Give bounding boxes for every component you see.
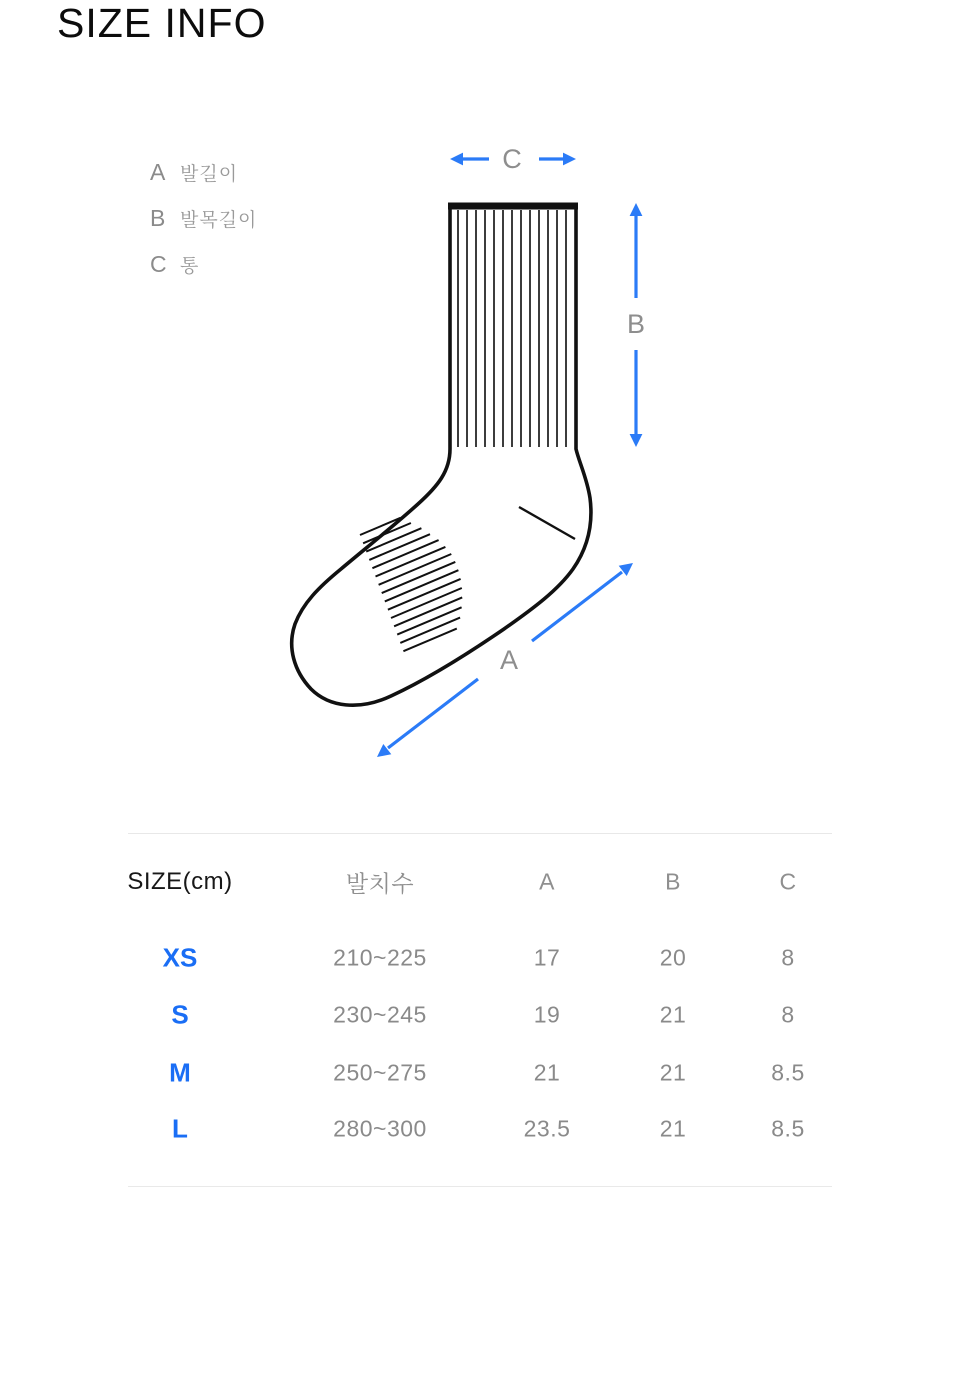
header-b: B: [665, 868, 681, 895]
c-measure-label: C: [502, 144, 522, 174]
size-label-l: L: [172, 1113, 188, 1144]
m-c-value: 8.5: [771, 1059, 805, 1086]
l-foot-size: 280~300: [333, 1115, 427, 1142]
header-a: A: [539, 868, 555, 895]
m-b-value: 21: [659, 1059, 687, 1086]
header-foot-size: 발치수: [345, 870, 415, 897]
s-c-value: 8: [781, 1001, 795, 1028]
l-c-value: 8.5: [771, 1115, 805, 1142]
a-measure-label: A: [499, 645, 519, 675]
l-b-value: 21: [659, 1115, 687, 1142]
legend-key-b: B: [150, 204, 166, 231]
legend-label-b: 발목길이: [180, 209, 258, 231]
s-b-value: 21: [659, 1001, 687, 1028]
size-table: [128, 833, 832, 1187]
m-foot-size: 250~275: [333, 1059, 427, 1086]
b-arrow-down-head: [630, 434, 643, 447]
legend-label-c: 통: [180, 255, 200, 277]
b-measure-label: B: [626, 309, 646, 339]
legend-label-a: 발길이: [180, 163, 239, 185]
header-size-cm: SIZE(cm): [127, 868, 233, 895]
xs-c-value: 8: [781, 944, 795, 971]
m-a-value: 21: [533, 1059, 561, 1086]
size-label-s: S: [171, 999, 189, 1030]
legend-key-a: A: [150, 158, 166, 185]
size-label-xs: XS: [162, 942, 198, 973]
xs-foot-size: 210~225: [333, 944, 427, 971]
xs-b-value: 20: [659, 944, 687, 971]
l-a-value: 23.5: [523, 1115, 571, 1142]
header-c: C: [779, 868, 797, 895]
s-foot-size: 230~245: [333, 1001, 427, 1028]
legend-key-c: C: [150, 250, 167, 277]
s-a-value: 19: [533, 1001, 561, 1028]
c-arrow-left-head: [450, 153, 463, 166]
page-title: SIZE INFO: [57, 0, 267, 46]
b-arrow-up-head: [630, 203, 643, 216]
c-arrow-right-head: [563, 153, 576, 166]
size-label-m: M: [169, 1057, 191, 1088]
xs-a-value: 17: [533, 944, 561, 971]
